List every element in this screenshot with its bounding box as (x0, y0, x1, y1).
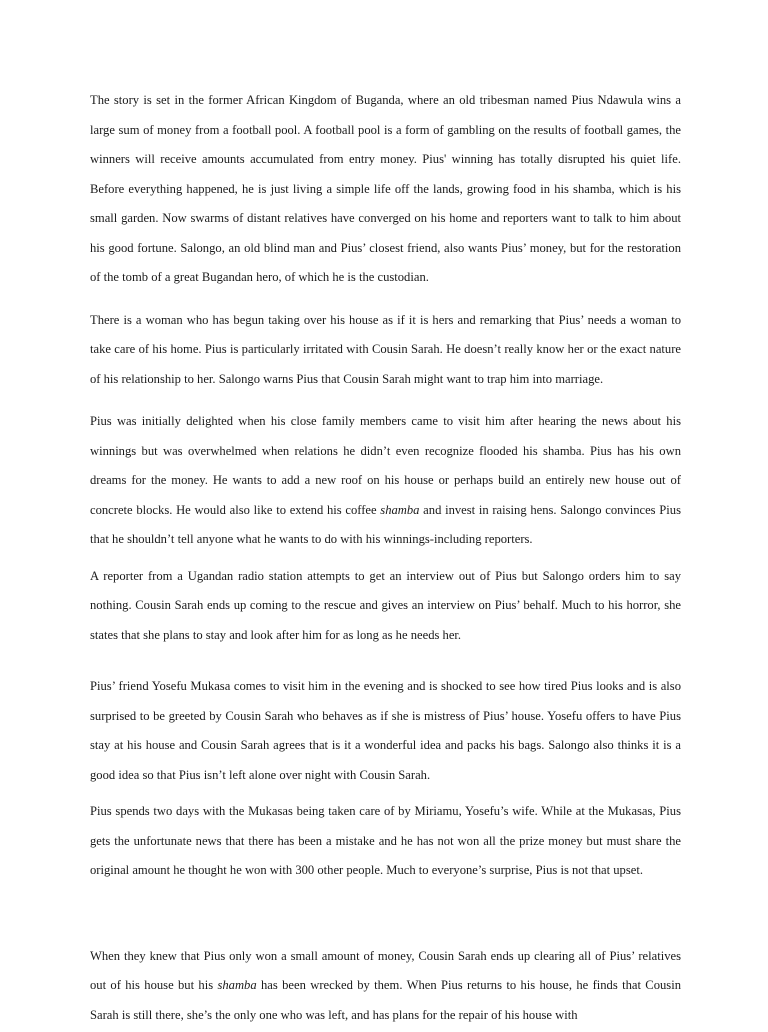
paragraph-dreams (90, 407, 681, 555)
paragraph-text: When they knew that Pius only won a small amount of money, Cousin Sarah ends up clearing all of Pius’ relatives out of his house but his (90, 948, 681, 992)
paragraph-text: and invest in raising hens. Salongo convinces Pius that he shouldn’t tell anyone what he wants to do with his winnings-including reporters. (90, 502, 681, 546)
italic-term: shamba (217, 978, 257, 992)
paragraph-text: Pius’ friend Yosefu Mukasa comes to visit him in the evening and is shocked to see how tired Pius looks and is also surprised to be greeted by Cousin Sarah who behaves as if she is mistress of Pius’ house. Yosefu offers to have Pius stay at his house and Cousin Sarah agrees that is it a wonderful idea and packs his bags. Salongo also thinks it is a good idea so that Pius isn’t left alone over night with Cousin Sarah. (90, 679, 681, 782)
paragraph-reporter (90, 562, 681, 651)
paragraph-text: Pius spends two days with the Mukasas being taken care of by Miriamu, Yosefu’s wife. While at the Mukasas, Pius gets the unfortunate news that there has been a mistake and he has not won all the prize money but must share the original amount he thought he won with 300 other people. Much to everyone’s surprise, Pius is not that upset. (90, 804, 681, 877)
paragraph-mukasas (90, 797, 681, 886)
paragraph-intro (90, 86, 681, 293)
paragraph-yosefu (90, 672, 681, 790)
document-page (90, 86, 681, 1032)
paragraph-cousin-sarah (90, 306, 681, 395)
paragraph-text: There is a woman who has begun taking over his house as if it is hers and remarking that Pius’ needs a woman to take care of his home. Pius is particularly irritated with Cousin Sarah. He doesn’t really know her or the exact nature of his relationship to her. Salongo warns Pius that Cousin Sarah might want to trap him into marriage. (90, 312, 681, 386)
paragraph-text: has been wrecked by them. When Pius returns to his house, he finds that Cousin Sarah is still there, she’s the only one who was left, and has plans for the repair of his house with (90, 978, 681, 1022)
italic-term: shamba (380, 502, 420, 517)
paragraph-text: Pius was initially delighted when his close family members came to visit him after hearing the news about his winnings but was overwhelmed when relations he didn’t even recognize flooded his shamba. Pius has his own dreams for the money. He wants to add a new roof on his house or perhaps build an entirely new house out of concrete blocks. He would also like to extend his coffee (90, 414, 681, 517)
paragraph-text: A reporter from a Ugandan radio station attempts to get an interview out of Pius but Salongo orders him to say nothing. Cousin Sarah ends up coming to the rescue and gives an interview on Pius’ behalf. Much to his horror, she states that she plans to stay and look after him for as long as he needs her. (90, 568, 681, 642)
paragraph-return (90, 942, 681, 1032)
paragraph-text: The story is set in the former African Kingdom of Buganda, where an old tribesman named Pius Ndawula wins a large sum of money from a football pool. A football pool is a form of gambling on the results of football games, the winners will receive amounts accumulated from entry money. Pius' winning has totally disrupted his quiet life. Before everything happened, he is just living a simple life off the lands, growing food in his shamba, which is his small garden. Now swarms of distant relatives have converged on his home and reporters want to talk to him about his good fortune. Salongo, an old blind man and Pius’ closest friend, also wants Pius’ money, but for the restoration of the tomb of a great Bugandan hero, of which he is the custodian. (90, 93, 681, 284)
